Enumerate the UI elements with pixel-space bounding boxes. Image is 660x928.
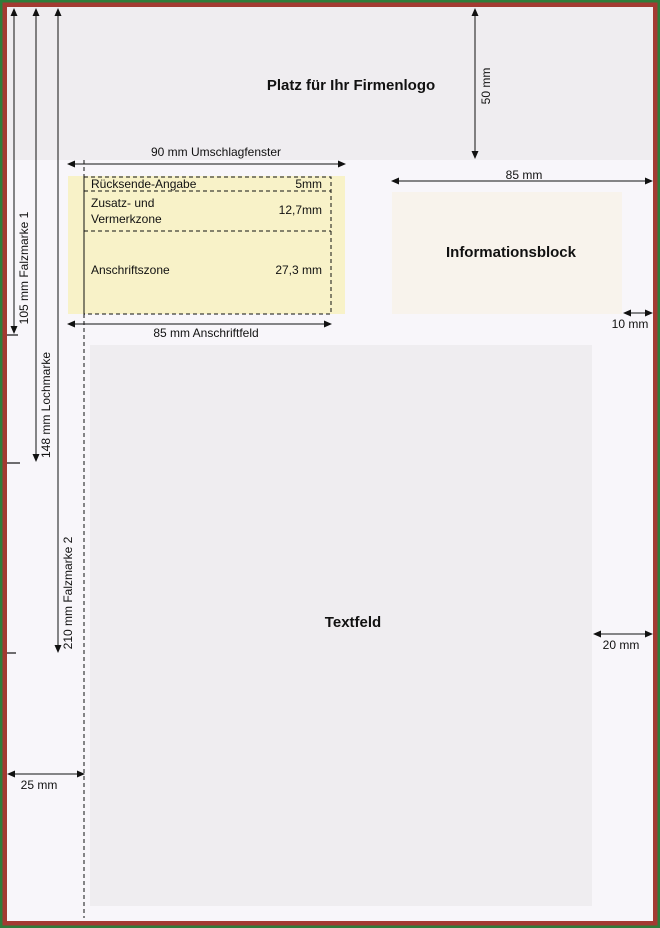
text-right-margin-label: 20 mm bbox=[602, 638, 640, 652]
fold-mark-1-label: 105 mm Falzmarke 1 bbox=[17, 211, 31, 325]
zone-address-label: Anschriftszone bbox=[91, 263, 170, 277]
hole-mark-label: 148 mm Lochmarke bbox=[39, 351, 53, 459]
zone-additional-label-line2: Vermerkzone bbox=[91, 212, 162, 226]
zone-return-size: 5mm bbox=[295, 177, 322, 191]
info-right-margin-label: 10 mm bbox=[611, 317, 649, 331]
zone-additional-label-line1: Zusatz- und bbox=[91, 196, 155, 210]
zone-address-size: 27,3 mm bbox=[275, 263, 322, 277]
info-block-label: Informationsblock bbox=[445, 244, 577, 261]
zone-additional-size: 12,7mm bbox=[278, 203, 322, 217]
window-width-label: 90 mm Umschlagfenster bbox=[150, 145, 282, 159]
logo-label: Platz für Ihr Firmenlogo bbox=[266, 77, 436, 94]
logo-height-label: 50 mm bbox=[479, 67, 493, 105]
fold-mark-2-label: 210 mm Falzmarke 2 bbox=[61, 536, 75, 650]
zone-return-label: Rücksende-Angabe bbox=[91, 177, 197, 191]
info-block-width-label: 85 mm bbox=[505, 168, 543, 182]
text-field-label: Textfeld bbox=[324, 614, 382, 631]
address-field-width-label: 85 mm Anschriftfeld bbox=[153, 326, 259, 340]
left-margin-label: 25 mm bbox=[20, 778, 58, 792]
